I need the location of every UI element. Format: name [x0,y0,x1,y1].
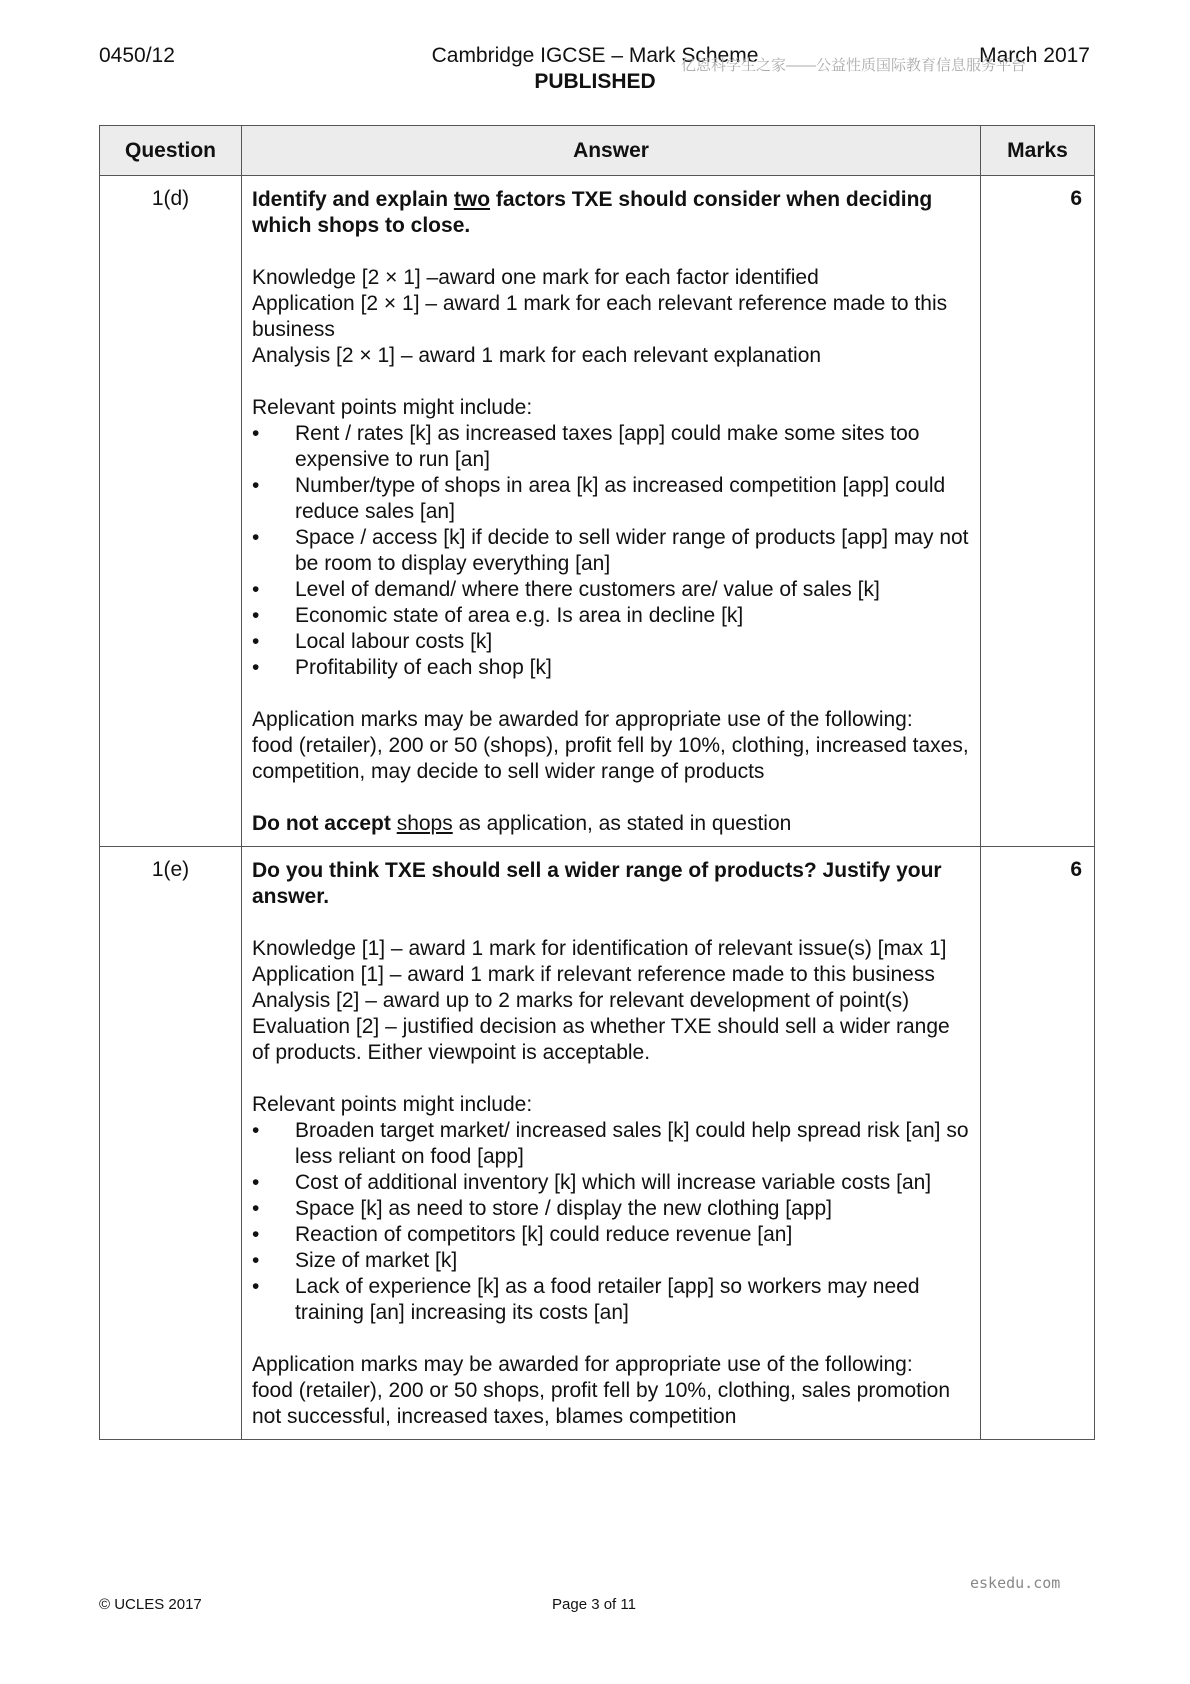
list-item: • Space / access [k] if decide to sell wider range of products [app] may not be room to display everything [an] [252,526,969,575]
document-title: Cambridge IGCSE – Mark Scheme [431,44,759,67]
list-item: • Level of demand/ where there customers are/ value of sales [k] [252,578,880,601]
criteria-knowledge: Knowledge [1] – award 1 mark for identification of relevant issue(s) [max 1] [252,937,947,960]
note-text: as application, as stated in question [458,812,792,835]
page-number: Page 3 of 11 [552,1596,636,1613]
site-watermark: eskedu.com [970,1574,1061,1592]
table-row [100,176,1095,847]
question-prompt [252,187,970,239]
list-item: • Cost of additional inventory [k] which will increase variable costs [an] [252,1171,932,1194]
list-item: • Number/type of shops in area [k] as increased competition [app] could reduce sales [an] [252,474,946,523]
points-list [252,421,970,681]
header-answer: Answer [242,126,981,176]
exam-date: March 2017 [979,44,1090,67]
prompt-text: Identify and explain [252,188,454,211]
header-marks: Marks [981,126,1095,176]
list-item: • Economic state of area e.g. Is area in decline [k] [252,604,744,627]
application-text: food (retailer), 200 or 50 shops, profit fell by 10%, clothing, sales promotion not successful, increased taxes, blames competition [252,1379,951,1428]
do-not-accept-note [252,811,970,837]
syllabus-code: 0450/12 [99,44,175,67]
list-item: • Local labour costs [k] [252,630,493,653]
application-intro: Application marks may be awarded for appropriate use of the following: [252,1353,913,1376]
answer-cell [242,176,981,847]
note-bold: Do not accept [252,812,391,835]
criteria-knowledge: Knowledge [2 × 1] –award one mark for each factor identified [252,266,819,289]
criteria-analysis: Analysis [2 × 1] – award 1 mark for each relevant explanation [252,344,822,367]
prompt-text: factors TXE should consider when deciding which shops to close. [252,188,933,237]
criteria-analysis: Analysis [2] – award up to 2 marks for relevant development of point(s) [252,989,910,1012]
copyright: © UCLES 2017 [99,1596,202,1613]
watermark-text: 亿恩科学生之家——公益性质国际教育信息服务平台 [681,57,1027,74]
table-header-row [100,126,1095,176]
prompt-underlined: two [453,188,491,211]
points-intro: Relevant points might include: [252,1093,533,1116]
question-number: 1(d) [100,176,242,847]
criteria-application: Application [2 × 1] – award 1 mark for each relevant reference made to this business [252,292,948,341]
marks-value: 6 [981,847,1095,1440]
list-item: • Lack of experience [k] as a food retailer [app] so workers may need training [an] increasing its costs [an] [252,1275,920,1324]
answer-cell [242,847,981,1440]
question-prompt: Do you think TXE should sell a wider range of products? Justify your answer. [252,859,942,908]
criteria-evaluation: Evaluation [2] – justified decision as whether TXE should sell a wider range of products. Either viewpoint is acceptable. [252,1015,950,1064]
application-text: food (retailer), 200 or 50 (shops), profit fell by 10%, clothing, increased taxes, competition, may decide to sell wider range of products [252,734,969,783]
list-item: • Profitability of each shop [k] [252,656,552,679]
list-item: • Space [k] as need to store / display the new clothing [app] [252,1197,832,1220]
points-list [252,1118,970,1326]
list-item: • Reaction of competitors [k] could reduce revenue [an] [252,1223,793,1246]
application-intro: Application marks may be awarded for appropriate use of the following: [252,708,913,731]
mark-scheme-table [99,125,1095,1440]
header-question: Question [100,126,242,176]
list-item: • Broaden target market/ increased sales [k] could help spread risk [an] so less reliant on food [app] [252,1119,969,1168]
list-item: • Size of market [k] [252,1249,458,1272]
criteria-application: Application [1] – award 1 mark if relevant reference made to this business [252,963,935,986]
note-underlined: shops [396,812,453,835]
question-number: 1(e) [100,847,242,1440]
list-item: • Rent / rates [k] as increased taxes [app] could make some sites too expensive to run [an] [252,422,920,471]
points-intro: Relevant points might include: [252,396,533,419]
marks-value: 6 [981,176,1095,847]
table-row [100,847,1095,1440]
published-label: PUBLISHED [534,70,656,93]
